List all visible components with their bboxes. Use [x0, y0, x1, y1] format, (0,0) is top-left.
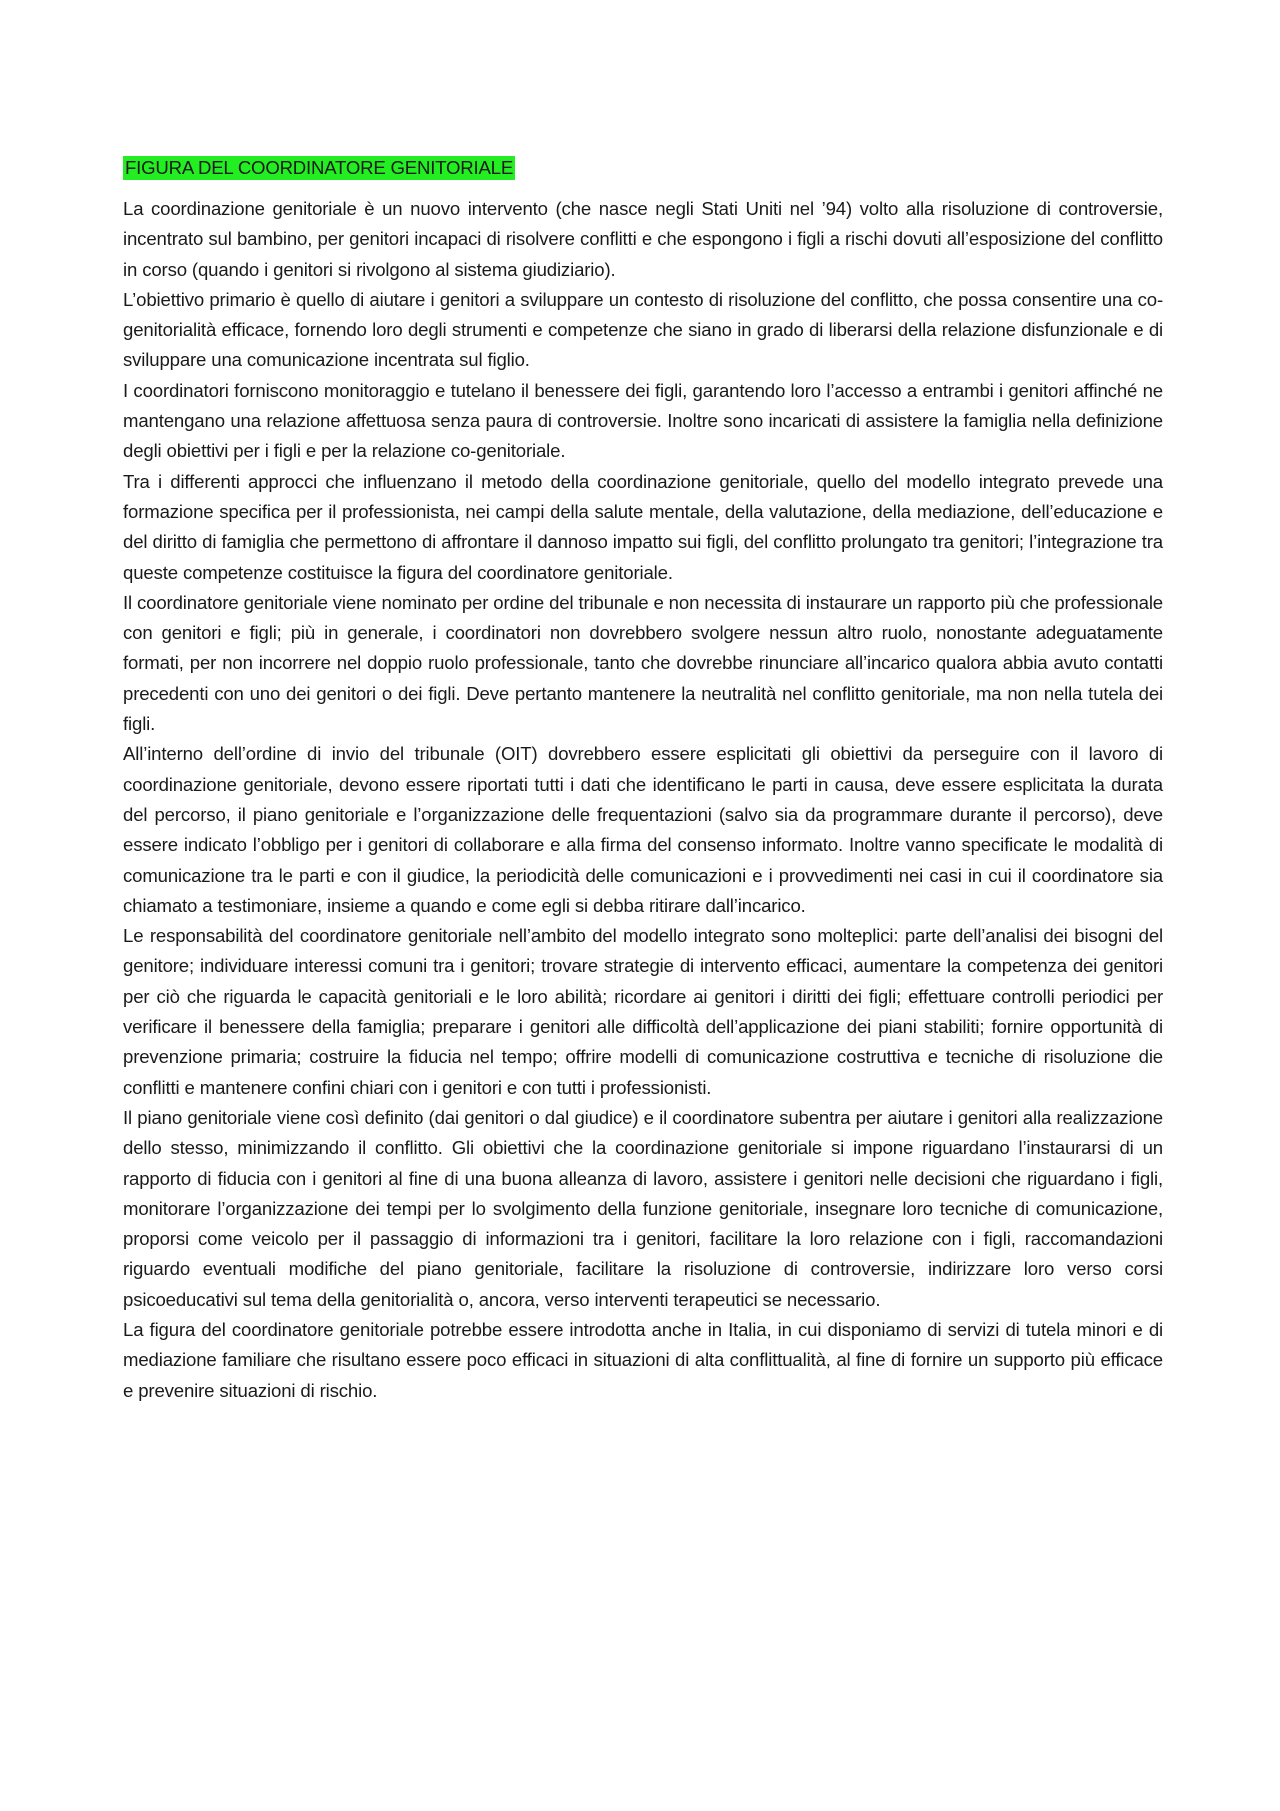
- document-title: FIGURA DEL COORDINATORE GENITORIALE: [125, 157, 514, 178]
- paragraph-3: I coordinatori forniscono monitoraggio e tutelano il benessere dei figli, garantendo loro l’accesso a entrambi i genitori affinché ne mantengano una relazione affettuosa senza paura di controversie. Inoltre sono incaricati di assistere la famiglia nella definizione degli obiettivi per i figli e per la relazione co-genitoriale.: [123, 379, 1163, 462]
- paragraph-5: Il coordinatore genitoriale viene nominato per ordine del tribunale e non necessita di instaurare un rapporto più che professionale con genitori e figli; più in generale, i coordinatori non dovrebbero svolgere nessun altro ruolo, nonostante adeguatamente formati, per non incorrere nel doppio ruolo professionale, tanto che dovrebbe rinunciare all’incarico qualora abbia avuto contatti precedenti con uno dei genitori o dei figli. Deve pertanto mantenere la neutralità nel conflitto genitoriale, ma non nella tutela dei figli.: [123, 591, 1163, 735]
- paragraph-1: La coordinazione genitoriale è un nuovo intervento (che nasce negli Stati Uniti nel ’94) volto alla risoluzione di controversie, incentrato sul bambino, per genitori incapaci di risolvere conflitti e che espongono i figli a rischi dovuti all’esposizione del conflitto in corso (quando i genitori si rivolgono al sistema giudiziario).: [123, 198, 1163, 280]
- paragraph-2: L’obiettivo primario è quello di aiutare i genitori a sviluppare un contesto di risoluzione del conflitto, che possa consentire una co-genitorialità efficace, fornendo loro degli strumenti e competenze che siano in grado di liberarsi della relazione disfunzionale e di sviluppare una comunicazione incentrata sul figlio.: [123, 288, 1163, 371]
- paragraph-9: La figura del coordinatore genitoriale potrebbe essere introdotta anche in Italia, in cui disponiamo di servizi di tutela minori e di mediazione familiare che risultano essere poco efficaci in situazioni di alta conflittualità, al fine di fornire un supporto più efficace e prevenire situazioni di rischio.: [123, 1318, 1163, 1401]
- paragraph-6: All’interno dell’ordine di invio del tribunale (OIT) dovrebbero essere esplicitati gli obiettivi da perseguire con il lavoro di coordinazione genitoriale, devono essere riportati tutti i dati che identificano le parti in causa, deve essere esplicitata la durata del percorso, il piano genitoriale e l’organizzazione delle frequentazioni (salvo sia da programmare durante il percorso), deve essere indicato l’obbligo per i genitori di collaborare e alla firma del consenso informato. Inoltre vanno specificate le modalità di comunicazione tra le parti e con il giudice, la periodicità delle comunicazioni e i provvedimenti nei casi in cui il coordinatore sia chiamato a testimoniare, insieme a quando e come egli si debba ritirare dall’incarico.: [123, 743, 1163, 916]
- paragraph-8: Il piano genitoriale viene così definito (dai genitori o dal giudice) e il coordinatore subentra per aiutare i genitori alla realizzazione dello stesso, minimizzando il conflitto. Gli obiettivi che la coordinazione genitoriale si impone riguardano l’instaurarsi di un rapporto di fiducia con i genitori al fine di una buona alleanza di lavoro, assistere i genitori nelle decisioni che riguardano i figli, monitorare l’organizzazione dei tempi per lo svolgimento della funzione genitoriale, insegnare loro tecniche di comunicazione, proporsi come veicolo per il passaggio di informazioni tra i genitori, facilitare la loro relazione con i figli, raccomandazioni riguardo eventuali modifiche del piano genitoriale, facilitare la risoluzione di controversie, indirizzare loro verso corsi psicoeducativi sul tema della genitorialità o, ancora, verso interventi terapeutici se necessario.: [123, 1106, 1163, 1310]
- document-page: [123, 153, 1163, 1406]
- paragraph-4: Tra i differenti approcci che influenzano il metodo della coordinazione genitoriale, quello del modello integrato prevede una formazione specifica per il professionista, nei campi della salute mentale, della valutazione, della mediazione, dell’educazione e del diritto di famiglia che permettono di affrontare il dannoso impatto sui figli, del conflitto prolungato tra genitori; l’integrazione tra queste competenze costituisce la figura del coordinatore genitoriale.: [123, 470, 1163, 583]
- paragraph-7: Le responsabilità del coordinatore genitoriale nell’ambito del modello integrato sono molteplici: parte dell’analisi dei bisogni del genitore; individuare interessi comuni tra i genitori; trovare strategie di intervento efficaci, aumentare la competenza dei genitori per ciò che riguarda le capacità genitoriali e le loro abilità; ricordare ai genitori i diritti dei figli; effettuare controlli periodici per verificare il benessere della famiglia; preparare i genitori alle difficoltà dell’applicazione dei piani stabiliti; fornire opportunità di prevenzione primaria; costruire la fiducia nel tempo; offrire modelli di comunicazione costruttiva e tecniche di risoluzione die conflitti e mantenere confini chiari con i genitori e con tutti i professionisti.: [123, 925, 1163, 1098]
